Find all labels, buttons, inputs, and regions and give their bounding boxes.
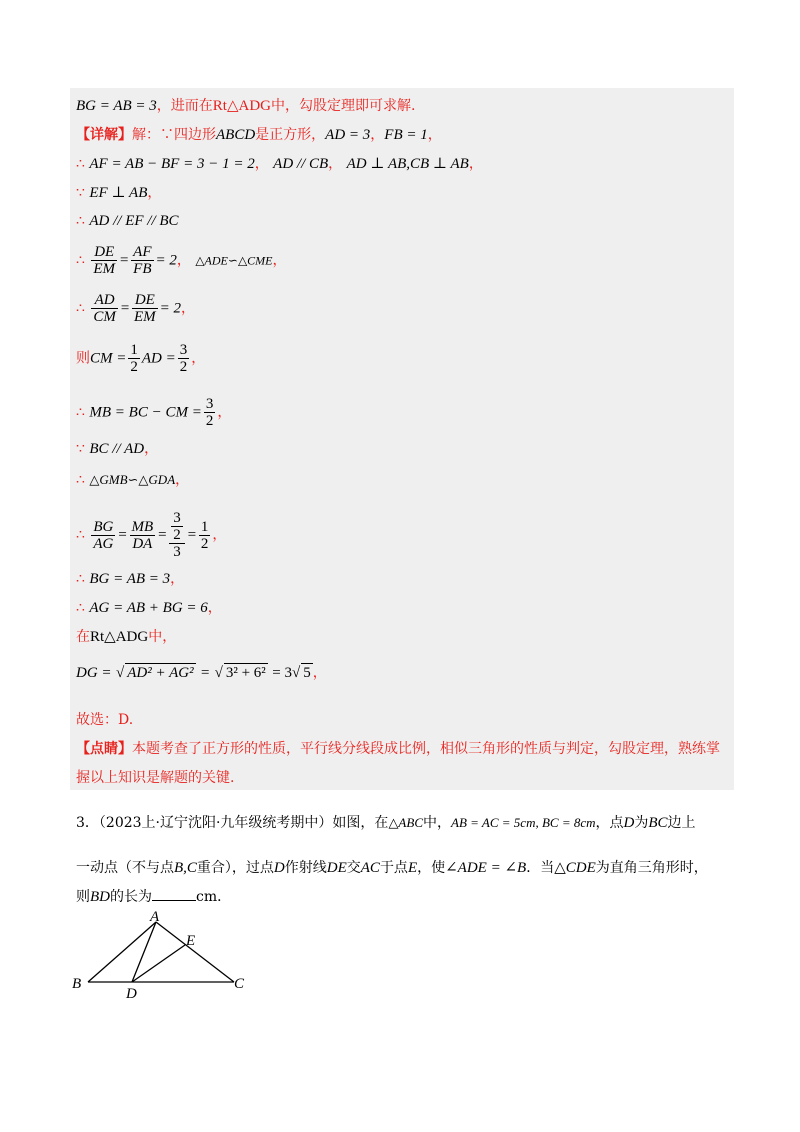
text: 交 [346,860,361,876]
math: = [119,252,130,269]
text: ， [328,156,343,172]
compound-numerator [169,510,185,543]
math: △CDE [554,860,596,876]
fraction [91,244,117,277]
fraction [131,244,153,277]
math: E [407,860,418,876]
math: BC [648,815,668,831]
fraction [91,519,115,552]
label-B: B [72,976,82,992]
fraction [171,510,183,543]
therefore-symbol: ∴ [76,527,85,543]
sqrt-sign: √ [116,665,125,681]
math: = [186,527,197,543]
math: AB = AC = 5cm, BC = 8cm [451,815,596,830]
compound-fraction [169,510,185,560]
math: AF = AB − BF = 3 − 1 = 2 [89,156,255,172]
denominator: EM [134,309,156,325]
text: ， [427,127,442,143]
math: CM = [90,350,127,367]
solution-line-7 [76,292,195,325]
therefore-symbol: ∴ [76,252,85,269]
math: AG = AB + BG = 6 [89,600,208,616]
therefore-symbol: ∴ [76,404,85,421]
text: 边上 [667,815,696,831]
triangle-figure [66,908,256,1003]
numerator: MB [131,518,154,535]
solution-line-13 [76,570,184,588]
solution-panel [70,88,734,790]
therefore-symbol: ∴ [76,300,85,317]
radicand: 3² + 6² [225,665,266,681]
text: ， [144,441,159,457]
detail-label: 【详解】 [76,127,132,143]
comment-label: 【点睛】 [76,741,132,757]
text: 于点 [379,860,408,876]
text: 在 [76,629,90,645]
solution-line-15 [76,628,176,646]
solution-line-6 [76,244,287,277]
radicand: 5 [303,665,311,681]
solution-line-8 [76,342,205,375]
numerator: AD [91,292,118,309]
label-A: A [150,909,160,925]
label-D: D [126,986,137,1002]
denominator: 2 [179,359,188,375]
numerator: DE [132,292,158,309]
text: ， [191,350,206,367]
text: 本题考查了正方形的性质，平行线分线段成比例，相似三角形的性质与判定，勾股定理，熟练掌 [132,741,720,757]
denominator: EM [93,261,116,277]
math: AD // EF // BC [89,213,179,229]
fraction [204,396,216,429]
therefore-symbol: ∴ [76,213,85,229]
segment-AC [156,922,234,982]
solution-line-18 [76,740,720,758]
text: ．当 [526,860,555,876]
math: = 2 [155,252,177,269]
math: AD = [141,350,176,367]
text: ， [147,185,162,201]
math: = [117,527,128,543]
math: DE [326,860,347,876]
math: AC [360,860,380,876]
fraction [130,519,156,552]
answer-text: 故选：D. [76,712,134,728]
question-line-1 [76,812,696,832]
math: △GMB∽△GDA [89,472,176,487]
fraction [199,519,211,552]
solution-line-17 [76,711,133,729]
text: ， [175,472,190,488]
text: ， [254,156,269,172]
math: BD [90,889,110,905]
text: ，使 [417,860,446,876]
fraction [178,342,190,375]
because-symbol: ∵ [76,185,85,201]
therefore-symbol: ∴ [76,571,85,587]
text: ， [170,571,185,587]
math: BC // AD [89,441,145,457]
math: Rt△ADG [90,629,149,645]
text: 为直角三角形时， [595,860,708,876]
denominator: CM [93,309,116,325]
math: MB = BC − CM = [89,404,202,421]
text: 解：∵四边形 [132,127,216,143]
sqrt-sign: √ [214,665,223,681]
radicand: AD² + AG² [127,665,194,681]
fraction [132,292,158,325]
text: ， [468,156,483,172]
text: ， [217,404,232,421]
math: = [157,527,168,543]
numerator: BG [93,518,114,535]
text: 重合），过点 [196,860,274,876]
math: FB = 1 [384,127,428,143]
solution-line-9 [76,396,231,429]
text: ， [312,665,327,681]
solution-line-11 [76,471,189,489]
therefore-symbol: ∴ [76,472,85,488]
text: ，点 [595,815,624,831]
text: ， [207,600,222,616]
text: 中，勾股定理即可求解. [271,98,416,114]
math: D [273,860,285,876]
solution-line-10 [76,440,158,458]
text: 一动点（不与点 [76,860,174,876]
solution-line-5 [76,212,179,230]
text: 3．（2023上·辽宁沈阳·九年级统考期中）如图，在 [76,815,389,831]
math: = [119,300,130,317]
because-symbol: ∵ [76,441,85,457]
math: AD ⊥ AB,CB ⊥ AB [346,156,469,172]
numerator: 3 [173,510,181,526]
therefore-symbol: ∴ [76,156,85,172]
text: 则 [76,889,90,905]
fraction [91,292,118,325]
denominator: FB [133,261,152,277]
denominator: 3 [169,543,185,560]
math: = [200,665,211,681]
therefore-symbol: ∴ [76,600,85,616]
math: △ADE∽△CME [195,253,273,268]
text: 握以上知识是解题的关键. [76,770,235,786]
numerator: 1 [130,342,138,358]
denominator: 2 [130,359,138,375]
text: ， [212,527,227,543]
numerator: 3 [205,396,214,412]
math: EF ⊥ AB [89,185,148,201]
numerator: 3 [179,342,188,358]
denominator: 2 [205,413,214,429]
solution-line-12 [76,510,226,560]
numerator: DE [91,244,117,261]
text: 则 [76,350,90,367]
answer-blank[interactable] [152,900,196,901]
sqrt-sign: √ [291,665,301,681]
text: 是正方形， [255,127,326,143]
numerator: AF [133,244,152,260]
label-C: C [234,976,245,992]
math: B,C [174,860,197,876]
math: ABCD [216,127,256,143]
question-line-2 [76,857,708,877]
math: = 2 [159,300,182,317]
solution-line-3 [76,155,483,173]
math: AD = 3 [325,127,371,143]
math: DG = [76,665,112,681]
math: BG = AB = 3 [76,98,157,114]
math: = 3 [272,665,292,681]
denominator: 2 [200,535,209,552]
solution-line-14 [76,599,222,617]
label-E: E [186,933,196,949]
fraction [128,342,140,375]
solution-line-2 [76,126,442,144]
text: ， [370,127,385,143]
math: AD // CB [273,156,329,172]
numerator: 1 [200,518,209,535]
text: 中， [423,815,451,831]
text: ， [272,252,287,269]
math: D [623,815,635,831]
math: BG = AB = 3 [89,571,171,587]
solution-line-4 [76,184,161,202]
text: ， [176,252,191,269]
text: ， [181,300,196,317]
text: 作射线 [284,860,327,876]
math: Rt△ADG [212,98,272,114]
text: 的长为 [110,889,152,905]
math: ∠ADE = ∠B [445,860,527,876]
text: 为 [634,815,649,831]
denominator: DA [132,535,153,552]
text: 中， [148,629,177,645]
solution-line-16 [76,663,327,682]
solution-line-1 [76,97,415,115]
text: ，进而在 [156,98,213,114]
solution-line-19 [76,769,234,787]
text: cm． [196,889,232,905]
math: △ABC [388,815,423,830]
denominator: 2 [173,527,181,543]
question-line-3 [76,886,231,906]
denominator: AG [93,535,114,552]
